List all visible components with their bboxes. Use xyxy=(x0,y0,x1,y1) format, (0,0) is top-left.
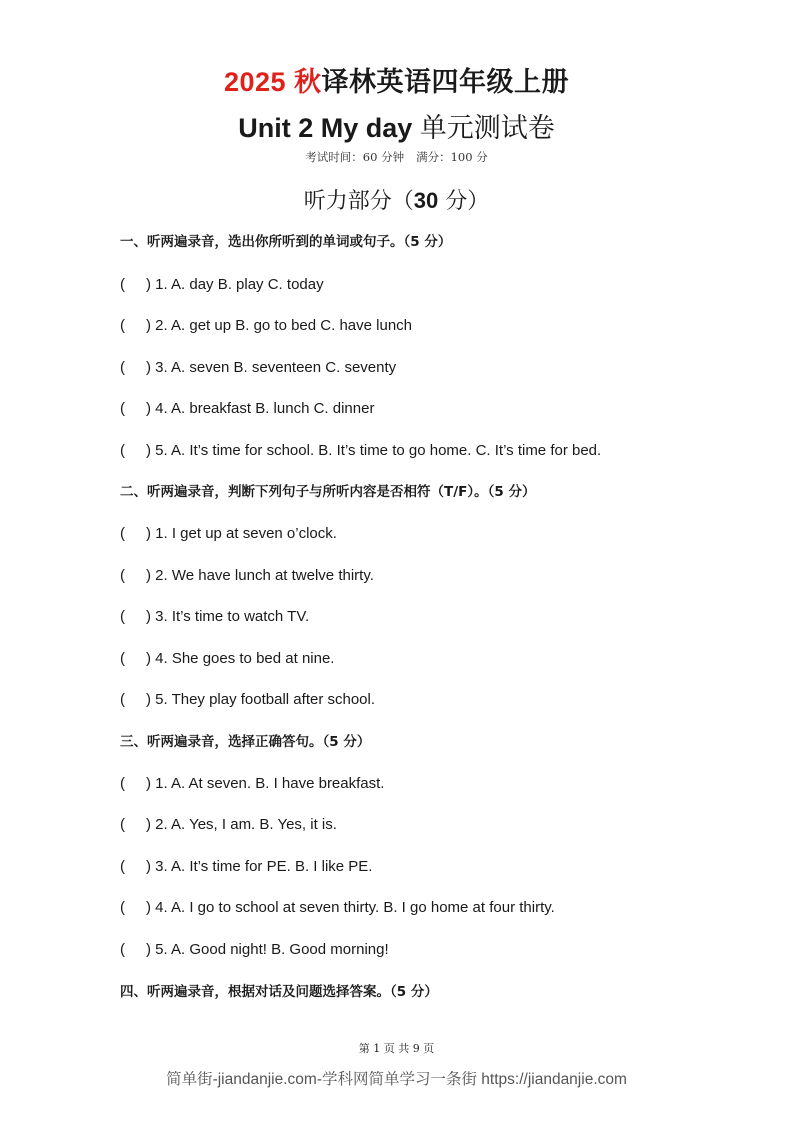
answer-blank: ( xyxy=(120,442,140,459)
section-3-heading: 三、听两遍录音，选择正确答句。（5 分） xyxy=(120,734,371,750)
question-item: ( ) 4. A. I go to school at seven thirty. B. I go home at four thirty. xyxy=(120,899,555,916)
question-item: ( ) 1. A. At seven. B. I have breakfast. xyxy=(120,775,385,792)
question-item: ( ) 3. A. It’s time for PE. B. I like PE. xyxy=(120,858,373,875)
test-label: 单元测试卷 xyxy=(419,113,555,143)
answer-blank: ( xyxy=(120,608,140,625)
question-item: ( ) 2. We have lunch at twelve thirty. xyxy=(120,567,374,584)
answer-blank: ( xyxy=(120,525,140,542)
exam-info xyxy=(0,149,793,165)
question-item: ( ) 1. I get up at seven o’clock. xyxy=(120,525,337,542)
page-number: 第 1 页 共 9 页 xyxy=(358,1042,435,1055)
title-year: 2025 秋 xyxy=(223,67,322,97)
question-item: ( ) 2. A. Yes, I am. B. Yes, it is. xyxy=(120,816,337,833)
answer-blank: ( xyxy=(120,317,140,334)
question-item: ( ) 3. It’s time to watch TV. xyxy=(120,608,310,625)
question-item: ( ) 3. A. seven B. seventeen C. seventy xyxy=(120,359,397,376)
full-marks: 满分：100 分 xyxy=(416,150,488,164)
section-4-heading: 四、听两遍录音，根据对话及问题选择答案。（5 分） xyxy=(120,984,438,1000)
answer-blank: ( xyxy=(120,400,140,417)
section-1-heading: 一、听两遍录音，选出你所听到的单词或句子。（5 分） xyxy=(120,234,452,250)
question-item: ( ) 2. A. get up B. go to bed C. have lunch xyxy=(120,317,413,334)
answer-blank: ( xyxy=(120,691,140,708)
answer-blank: ( xyxy=(120,816,140,833)
question-item: ( ) 5. A. Good night! B. Good morning! xyxy=(120,941,389,958)
answer-blank: ( xyxy=(120,775,140,792)
site-footer: 简单街-jiandanjie.com-学科网简单学习一条街 https://jiandanjie.com xyxy=(166,1071,627,1088)
part-title xyxy=(0,185,793,218)
document-title xyxy=(0,64,793,100)
question-item: ( ) 5. A. It’s time for school. B. It’s time to go home. C. It’s time for bed. xyxy=(120,442,602,459)
part-title-suffix: 分） xyxy=(438,189,490,214)
unit-title xyxy=(0,110,793,146)
part-title-score: 30 xyxy=(413,188,439,213)
section-2-heading: 二、听两遍录音，判断下列句子与所听内容是否相符（T/F）。（5 分） xyxy=(120,484,536,500)
answer-blank: ( xyxy=(120,941,140,958)
unit-label: Unit 2 My day xyxy=(238,113,413,143)
question-item: ( ) 4. A. breakfast B. lunch C. dinner xyxy=(120,400,375,417)
title-book: 译林英语四年级上册 xyxy=(321,67,570,97)
question-item: ( ) 5. They play football after school. xyxy=(120,691,376,708)
answer-blank: ( xyxy=(120,858,140,875)
answer-blank: ( xyxy=(120,359,140,376)
part-title-prefix: 听力部分（ xyxy=(303,189,414,214)
exam-time: 考试时间：60 分钟 xyxy=(305,150,405,164)
answer-blank: ( xyxy=(120,899,140,916)
answer-blank: ( xyxy=(120,650,140,667)
question-item: ( ) 4. She goes to bed at nine. xyxy=(120,650,335,667)
answer-blank: ( xyxy=(120,276,140,293)
answer-blank: ( xyxy=(120,567,140,584)
question-item: ( ) 1. A. day B. play C. today xyxy=(120,276,324,293)
